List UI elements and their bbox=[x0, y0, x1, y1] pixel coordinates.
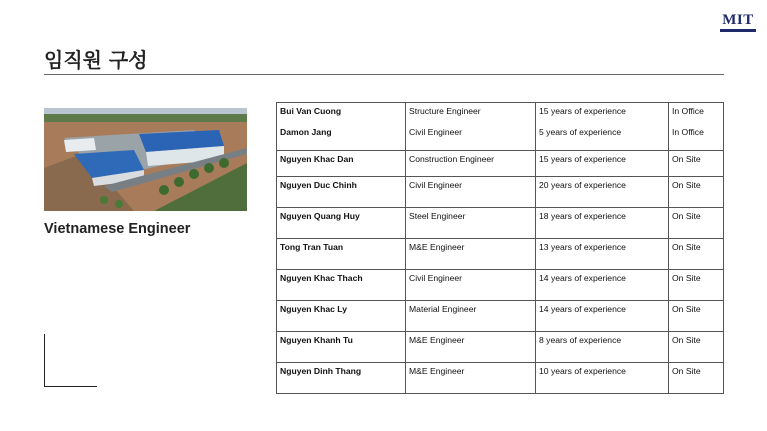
engineer-experience-line: 15 years of experience bbox=[539, 106, 626, 116]
corner-bracket-decoration bbox=[44, 334, 97, 387]
table-row bbox=[277, 301, 724, 332]
engineer-location: On Site bbox=[669, 208, 724, 239]
logo-text: MIT bbox=[722, 12, 754, 28]
logo-underline bbox=[720, 29, 756, 32]
table-row bbox=[277, 363, 724, 394]
engineer-name: Nguyen Duc Chinh bbox=[277, 177, 406, 208]
section-subtitle: Vietnamese Engineer bbox=[44, 221, 191, 237]
engineer-name-line: Damon Jang bbox=[280, 127, 332, 137]
factory-photo bbox=[44, 108, 247, 211]
engineer-name: Tong Tran Tuan bbox=[277, 239, 406, 270]
engineer-location: On Site bbox=[669, 177, 724, 208]
engineer-location: On Site bbox=[669, 239, 724, 270]
engineer-name: Nguyen Quang Huy bbox=[277, 208, 406, 239]
engineer-table bbox=[276, 102, 724, 394]
engineer-experience: 18 years of experience bbox=[536, 208, 669, 239]
engineer-role: Construction Engineer bbox=[406, 151, 536, 177]
table-row bbox=[277, 270, 724, 301]
engineer-role: Civil Engineer bbox=[406, 177, 536, 208]
engineer-role-line: Civil Engineer bbox=[409, 127, 463, 137]
engineer-experience: 13 years of experience bbox=[536, 239, 669, 270]
table-row bbox=[277, 332, 724, 363]
engineer-location bbox=[669, 103, 724, 151]
engineer-role: Material Engineer bbox=[406, 301, 536, 332]
engineer-location: On Site bbox=[669, 363, 724, 394]
table-row bbox=[277, 151, 724, 177]
engineer-role: M&E Engineer bbox=[406, 332, 536, 363]
engineer-experience: 8 years of experience bbox=[536, 332, 669, 363]
engineer-location: On Site bbox=[669, 301, 724, 332]
engineer-name bbox=[277, 103, 406, 151]
engineer-name: Nguyen Khac Thach bbox=[277, 270, 406, 301]
engineer-experience bbox=[536, 103, 669, 151]
table-row bbox=[277, 103, 724, 151]
engineer-location-line: In Office bbox=[672, 106, 704, 116]
engineer-location: On Site bbox=[669, 151, 724, 177]
engineer-role-line: Structure Engineer bbox=[409, 106, 481, 116]
engineer-name: Nguyen Dinh Thang bbox=[277, 363, 406, 394]
engineer-location: On Site bbox=[669, 270, 724, 301]
engineer-experience: 14 years of experience bbox=[536, 270, 669, 301]
engineer-location-line: In Office bbox=[672, 127, 704, 137]
engineer-role: M&E Engineer bbox=[406, 239, 536, 270]
table-row bbox=[277, 208, 724, 239]
engineer-role: M&E Engineer bbox=[406, 363, 536, 394]
engineer-name-line: Bui Van Cuong bbox=[280, 106, 342, 116]
engineer-experience: 20 years of experience bbox=[536, 177, 669, 208]
engineer-role: Steel Engineer bbox=[406, 208, 536, 239]
engineer-name: Nguyen Khac Ly bbox=[277, 301, 406, 332]
engineer-experience: 15 years of experience bbox=[536, 151, 669, 177]
engineer-role: Civil Engineer bbox=[406, 270, 536, 301]
engineer-experience: 10 years of experience bbox=[536, 363, 669, 394]
engineer-experience-line: 5 years of experience bbox=[539, 127, 622, 137]
table-row bbox=[277, 177, 724, 208]
engineer-name: Nguyen Khanh Tu bbox=[277, 332, 406, 363]
engineer-role bbox=[406, 103, 536, 151]
engineer-experience: 14 years of experience bbox=[536, 301, 669, 332]
engineer-name: Nguyen Khac Dan bbox=[277, 151, 406, 177]
factory-aerial-image bbox=[44, 108, 247, 211]
company-logo bbox=[720, 10, 756, 34]
table-row bbox=[277, 239, 724, 270]
title-divider bbox=[44, 74, 724, 75]
engineer-location: On Site bbox=[669, 332, 724, 363]
page-title: 임직원 구성 bbox=[44, 48, 148, 72]
